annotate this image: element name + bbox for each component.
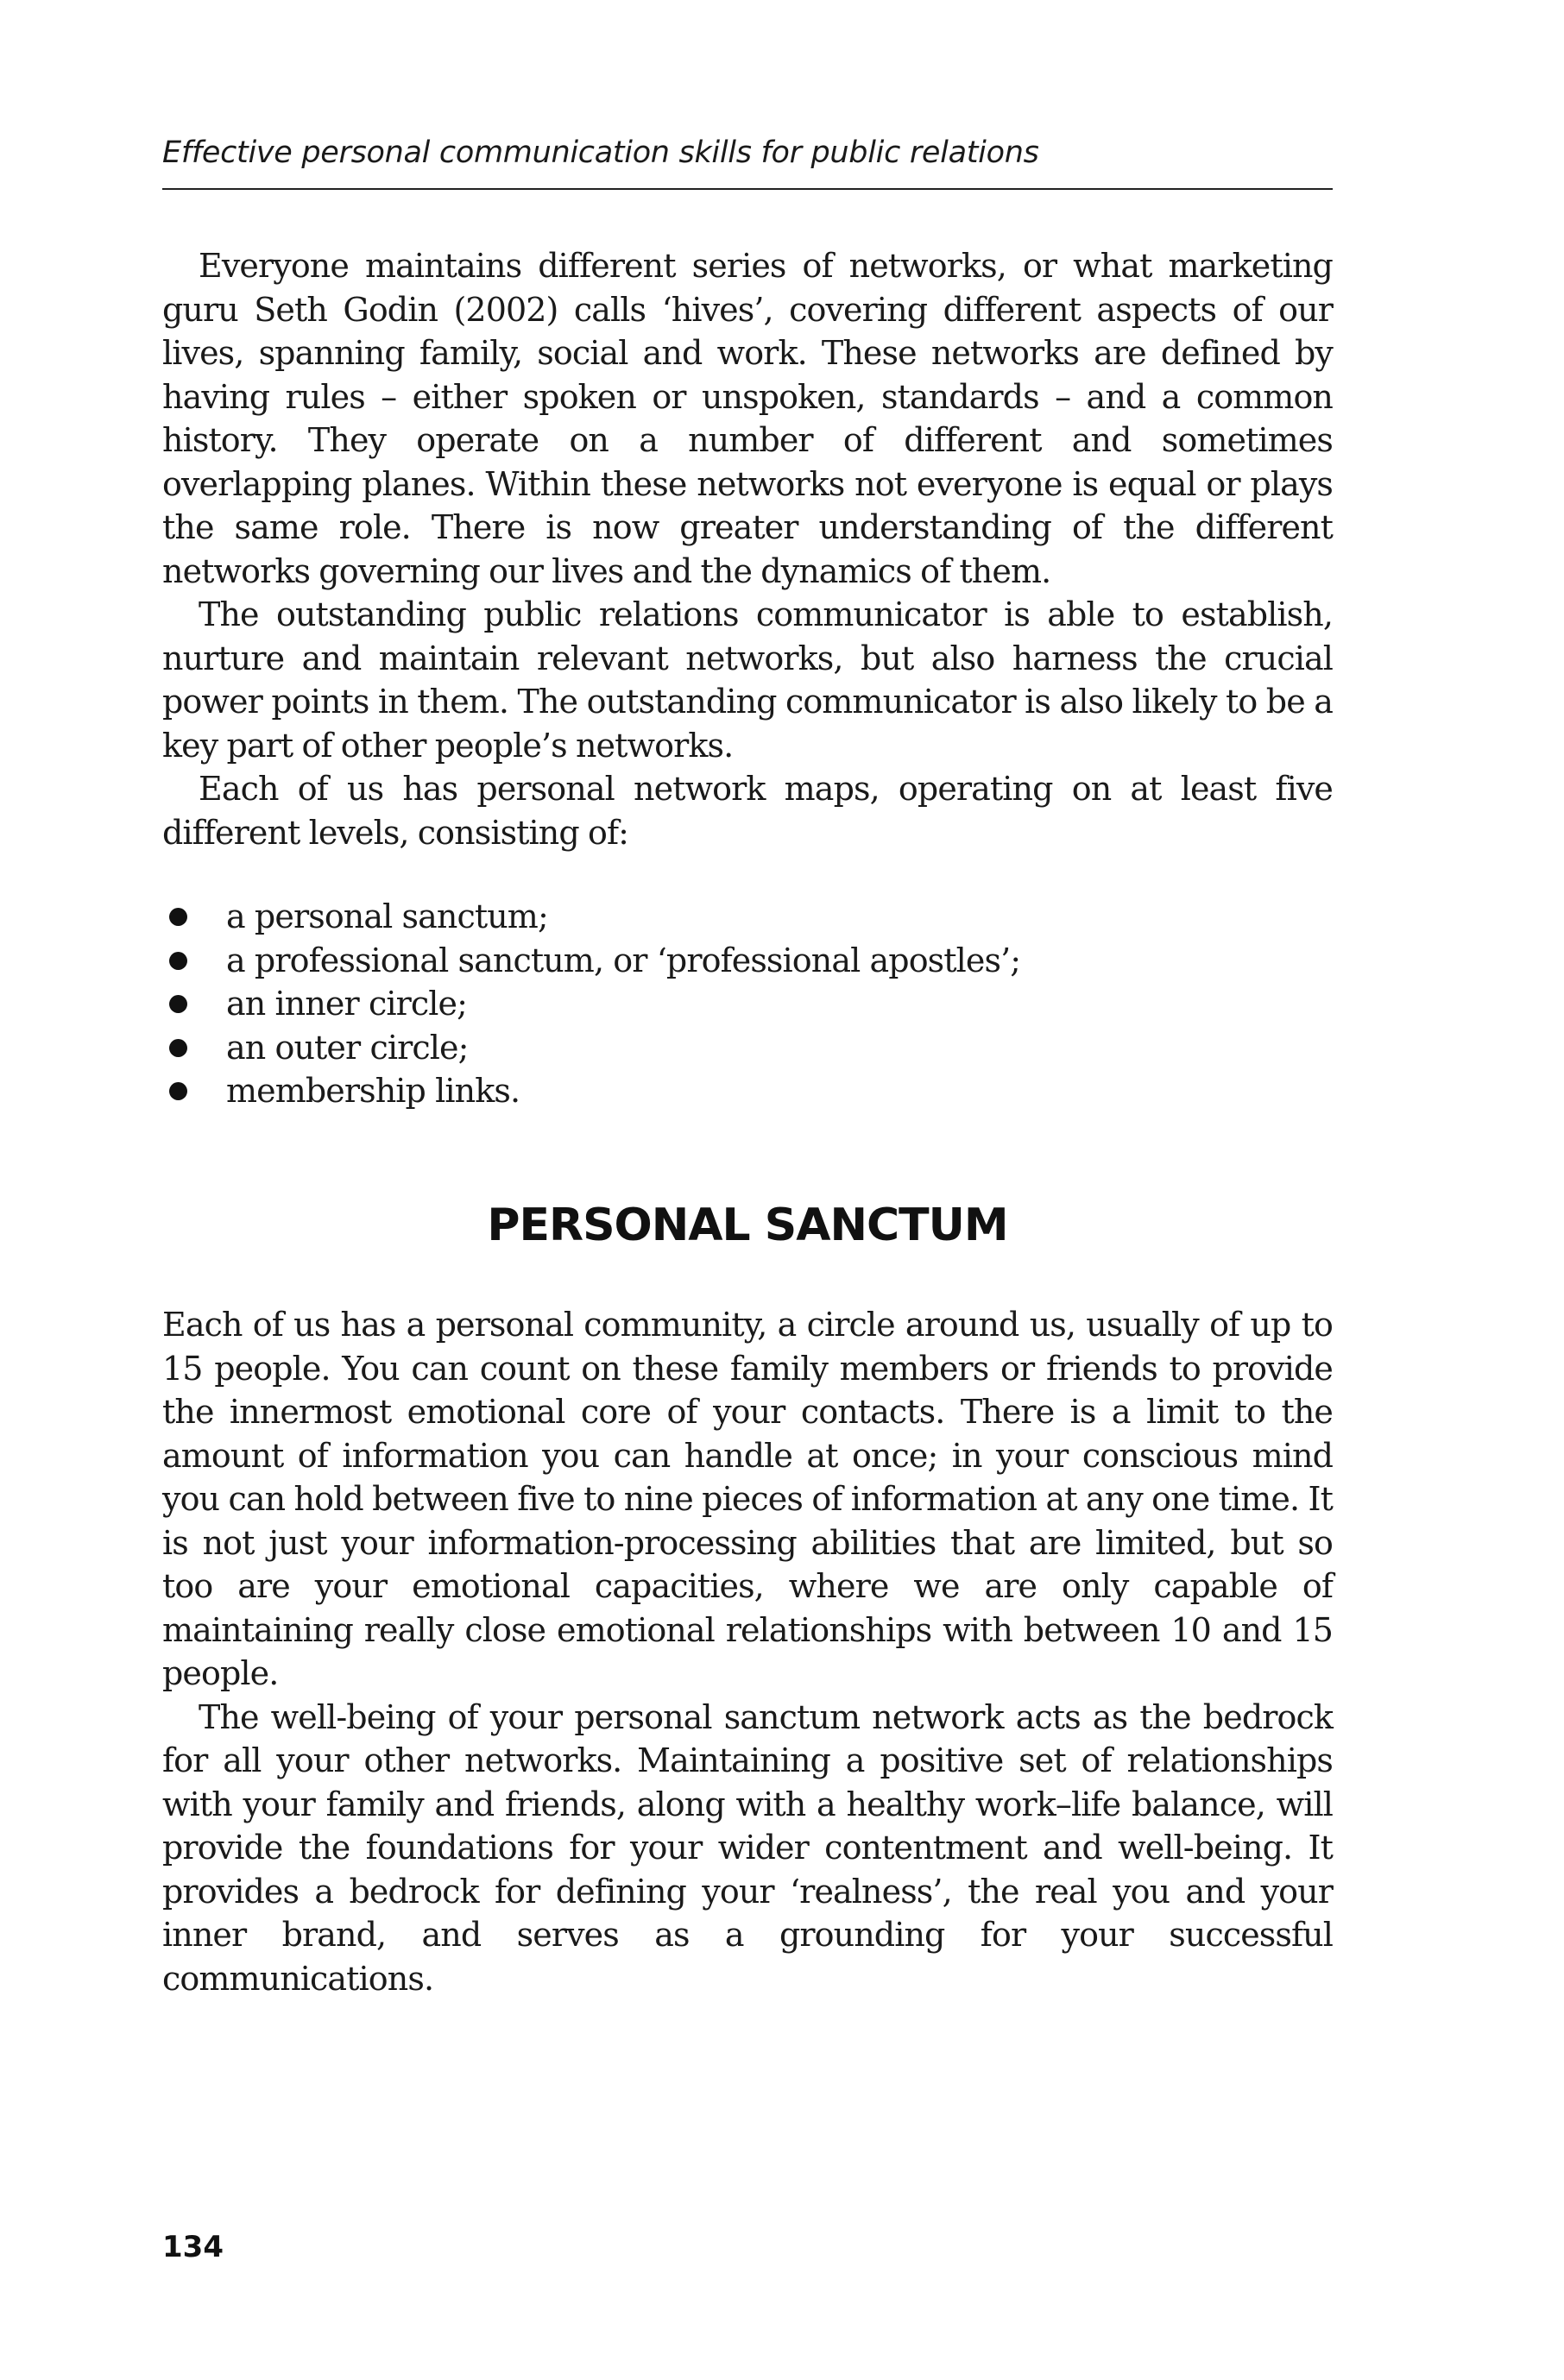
running-head: Effective personal communication skills for public relations <box>162 135 1039 170</box>
network-levels-list <box>162 895 1333 1113</box>
paragraph: Each of us has personal network maps, operating on at least five different levels, consisting of: <box>162 770 1333 852</box>
list-item <box>162 939 1333 983</box>
list-item-text: a personal sanctum; <box>226 897 548 935</box>
page-number: 134 <box>162 2230 224 2264</box>
paragraph: The outstanding public relations communicator is able to establish, nurture and maintain relevant networks, but also harness the crucial power points in them. The outstanding communicator is also likely to be a key part of other people’s networks. <box>162 595 1333 765</box>
bullet-icon <box>169 908 187 926</box>
paragraph: Each of us has a personal community, a circle around us, usually of up to 15 people. You can count on these family members or friends to provide the innermost emotional core of your contacts. There is a limit to the amount of information you can handle at once; in your conscious mind you can hold between five to nine pieces of information at any one time. It is not just your information-processing abilities that are limited, but so too are your emotional capacities, where we are only capable of maintaining really close emotional relationships with between 10 and 15 people. <box>162 1306 1333 1692</box>
list-item <box>162 895 1333 939</box>
paragraph: Everyone maintains different series of networks, or what marketing guru Seth Godin (2002) calls ‘hives’, covering different aspects of our lives, spanning family, social and work. These networks are defined by having rules – either spoken or unspoken, standards – and a common history. They operate on a number of different and sometimes overlapping planes. Within these networks not everyone is equal or plays the same role. There is now greater understanding of the different networks governing our lives and the dynamics of them. <box>162 247 1333 590</box>
list-item <box>162 982 1333 1026</box>
paragraph: The well-being of your personal sanctum network acts as the bedrock for all your other networks. Maintaining a positive set of relationships with your family and friends, along with a healthy work–life balance, will provide the foundations for your wider contentment and well-being. It provides a bedrock for defining your ‘realness’, the real you and your inner brand, and serves as a grounding for your successful communications. <box>162 1697 1333 1998</box>
bullet-icon <box>169 1082 187 1100</box>
bullet-icon <box>169 1039 187 1057</box>
list-item-text: membership links. <box>226 1072 520 1110</box>
bullet-icon <box>169 952 187 970</box>
list-item <box>162 1069 1333 1113</box>
list-item <box>162 1026 1333 1070</box>
list-item-text: an inner circle; <box>226 985 467 1023</box>
section-2-text <box>162 1303 1333 2000</box>
section-1-text <box>162 244 1333 854</box>
list-item-text: a professional sanctum, or ‘professional apostles’; <box>226 941 1021 979</box>
header-rule <box>162 188 1333 190</box>
bullet-icon <box>169 995 187 1013</box>
section-heading: PERSONAL SANCTUM <box>487 1199 1008 1251</box>
list-item-text: an outer circle; <box>226 1028 469 1067</box>
